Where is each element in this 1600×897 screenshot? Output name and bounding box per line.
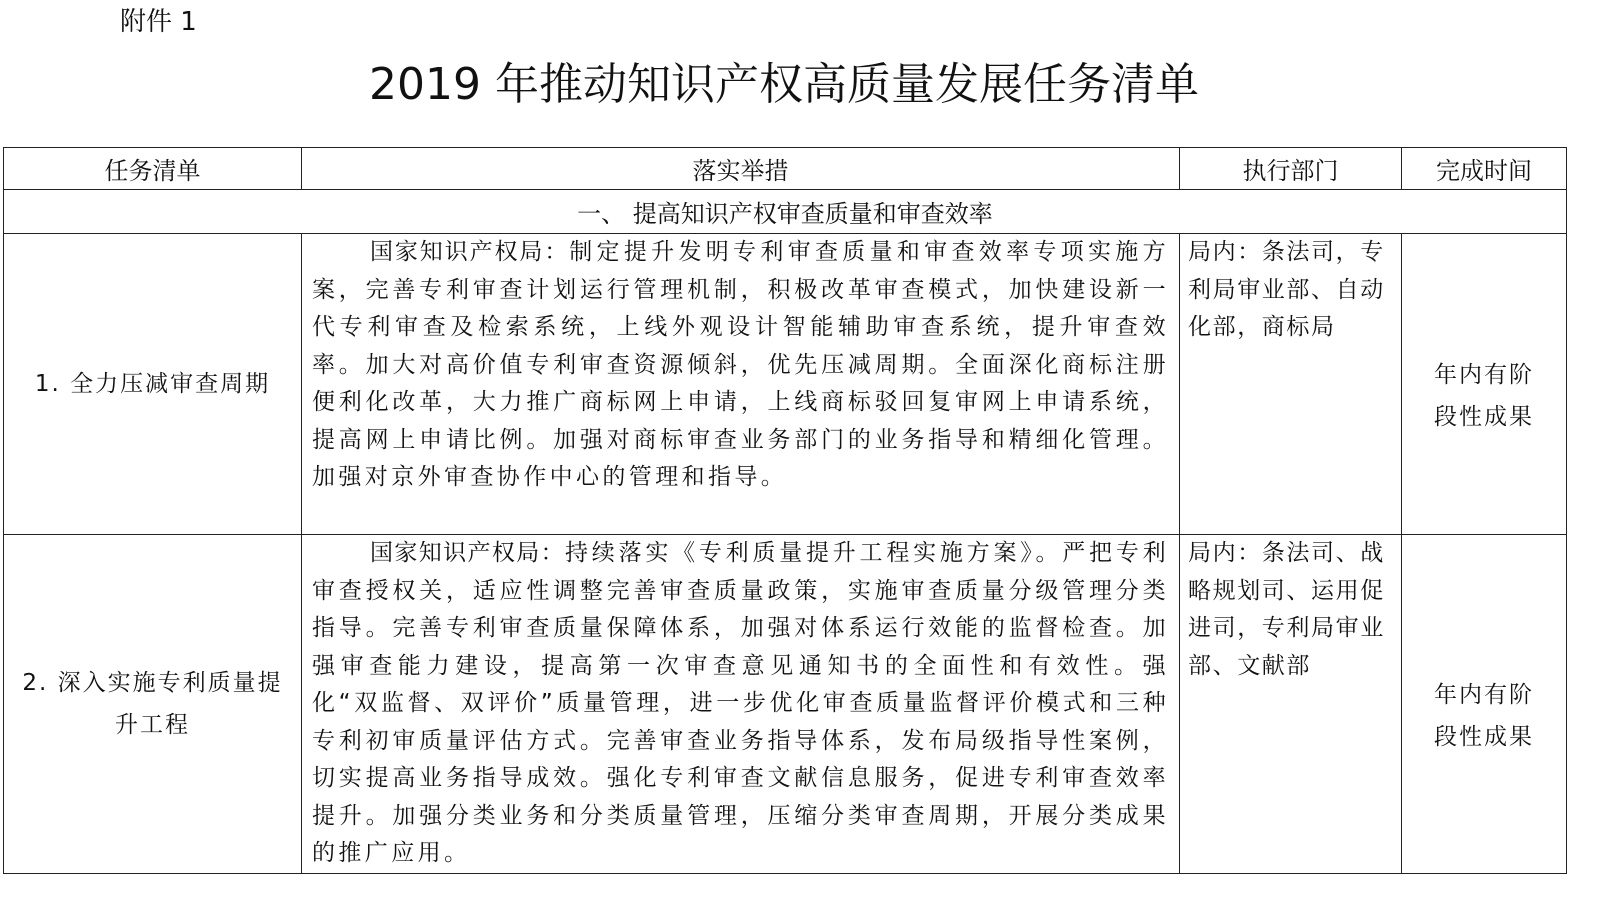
- department-text: 条法司、战略规划司、运用促进司，专利局审业部、文献部: [1188, 540, 1385, 679]
- attachment-label: 附件 1: [120, 7, 197, 37]
- column-header-deadline: 完成时间: [1402, 148, 1567, 190]
- column-header-measures: 落实举措: [302, 148, 1180, 190]
- task-name-cell: [4, 535, 302, 874]
- measures-cell: [302, 535, 1180, 874]
- deadline-cell: [1402, 234, 1567, 535]
- lead-agency: 国家知识产权局：: [370, 239, 570, 265]
- column-header-task: 任务清单: [4, 148, 302, 190]
- department-label: 局内：: [1188, 239, 1262, 265]
- measures-cell: [302, 234, 1180, 535]
- deadline-text: 年内有阶段性成果: [1434, 362, 1534, 430]
- department-label: 局内：: [1188, 540, 1262, 566]
- measures-text: 持续落实《专利质量提升工程实施方案》。严把专利审查授权关，适应性调整完善审查质量政策，实施审查质量分级管理分类指导。完善专利审查质量保障体系，加强对体系运行效能的监督检查。加强审查能力建设，提高第一次审查意见通知书的全面性和有效性。强化“双监督、双评价”质量管理，进一步优化审查质量监督评价模式和三种专利初审质量评估方式。完善审查业务指导体系，发布局级指导性案例，切实提高业务指导成效。强化专利审查文献信息服务，促进专利审查效率提升。加强分类业务和分类质量管理，压缩分类审查周期，开展分类成果的推广应用。: [312, 540, 1169, 866]
- task-name-text: 2. 深入实施专利质量提升工程: [22, 670, 283, 738]
- table-row: [4, 535, 1567, 874]
- lead-agency: 国家知识产权局：: [370, 540, 566, 566]
- task-name-cell: 1. 全力压减审查周期: [4, 234, 302, 535]
- department-cell: [1180, 535, 1402, 874]
- section-title: 一、 提高知识产权审查质量和审查效率: [4, 190, 1567, 234]
- column-header-department: 执行部门: [1180, 148, 1402, 190]
- document-title: 2019 年推动知识产权高质量发展任务清单: [369, 59, 1199, 110]
- table-header-row: [4, 148, 1567, 190]
- measures-text: 制定提升发明专利审查质量和审查效率专项实施方案，完善专利审查计划运行管理机制，积极改革审查模式，加快建设新一代专利审查及检索系统，上线外观设计智能辅助审查系统，提升审查效率。加大对高价值专利审查资源倾斜，优先压减周期。全面深化商标注册便利化改革，大力推广商标网上申请，上线商标驳回复审网上申请系统，提高网上申请比例。加强对商标审查业务部门的业务指导和精细化管理。加强对京外审查协作中心的管理和指导。: [312, 239, 1169, 490]
- department-text: 条法司，专利局审业部、自动化部，商标局: [1188, 239, 1385, 340]
- task-table: [3, 147, 1567, 874]
- deadline-text: 年内有阶段性成果: [1434, 682, 1534, 750]
- deadline-cell: [1402, 535, 1567, 874]
- section-row: [4, 190, 1567, 234]
- table-row: [4, 234, 1567, 535]
- department-cell: [1180, 234, 1402, 535]
